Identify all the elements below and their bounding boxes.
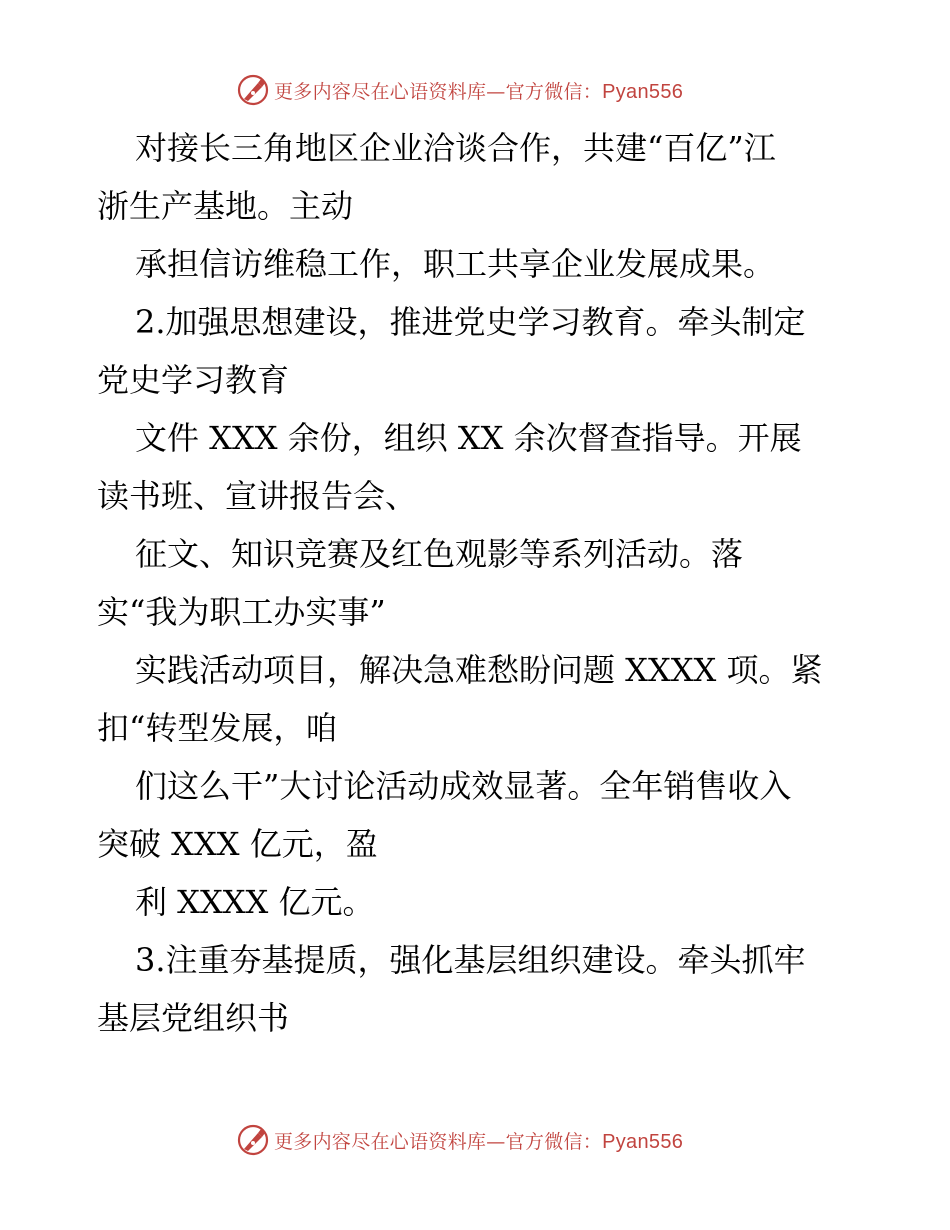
watermark-wechat-id: Pyan556 — [602, 1130, 684, 1153]
watermark-caption — [274, 77, 683, 104]
watermark-caption — [274, 1127, 683, 1154]
text-line: 突破 XXX 亿元，盈 — [97, 825, 378, 863]
text-line: 承担信访维稳工作，职工共享企业发展成果。 — [135, 245, 776, 283]
text-line: 利 XXXX 亿元。 — [135, 883, 375, 921]
watermark-text: 更多内容尽在心语资料库—官方微信： — [274, 80, 603, 103]
text-line: 读书班、宣讲报告会、 — [97, 477, 418, 515]
text-line: 浙生产基地。主动 — [97, 187, 354, 225]
text-line: 扣“转型发展，咱 — [97, 709, 338, 747]
text-line: 们这么干”大讨论活动成效显著。全年销售收入 — [135, 767, 792, 805]
text-line: 基层党组织书 — [97, 999, 290, 1037]
footer-watermark — [236, 1123, 683, 1157]
text-line: 实“我为职工办实事” — [97, 593, 386, 631]
text-line: 征文、知识竞赛及红色观影等系列活动。落 — [135, 535, 744, 573]
text-line: 文件 XXX 余份，组织 XX 余次督查指导。开展 — [135, 419, 802, 457]
watermark-wechat-id: Pyan556 — [602, 80, 684, 103]
watermark-text: 更多内容尽在心语资料库—官方微信： — [274, 1130, 603, 1153]
text-line: 2.加强思想建设，推进党史学习教育。牵头制定 — [135, 303, 806, 341]
text-line: 对接长三角地区企业洽谈合作，共建“百亿”江 — [135, 129, 776, 167]
document-body — [97, 119, 857, 1047]
header-watermark — [236, 73, 683, 107]
text-line: 党史学习教育 — [97, 361, 290, 399]
text-line: 3.注重夯基提质，强化基层组织建设。牵头抓牢 — [135, 941, 806, 979]
text-line: 实践活动项目，解决急难愁盼问题 XXXX 项。紧 — [135, 651, 823, 689]
pen-nib-logo-icon — [236, 1123, 270, 1157]
pen-nib-logo-icon — [236, 73, 270, 107]
